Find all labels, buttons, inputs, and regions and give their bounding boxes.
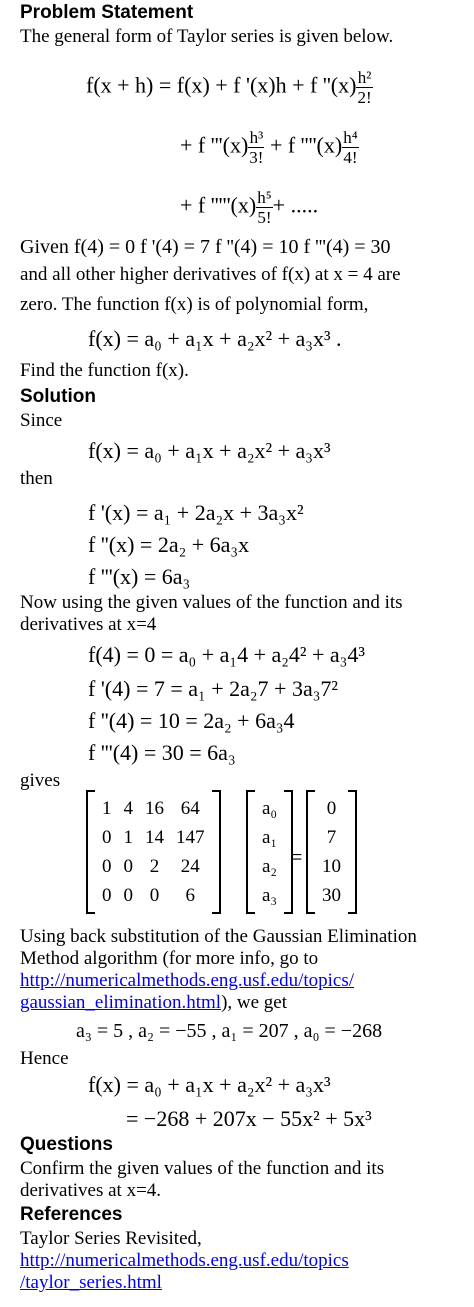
final-function-form: f(x) = a₀ + a₁x + a₂x² + a₃x³ (88, 1072, 331, 1097)
find-function: Find the function f(x). (20, 360, 189, 381)
reference-title: Taylor Series Revisited, (20, 1228, 202, 1249)
matrix-cell: 10 (322, 855, 341, 877)
given-values: Given f(4) = 0 f '(4) = 7 f ''(4) = 10 f '''(4) = 30 (20, 236, 391, 258)
given-line-3: zero. The function f(x) is of polynomial form, (20, 294, 369, 315)
coefficient-matrix (86, 790, 221, 914)
gives-label: gives (20, 770, 61, 791)
matrix-cell: 6 (185, 884, 195, 906)
gaussian-elimination-link-part-1[interactable]: http://numericalmethods.eng.usf.edu/topics/ (20, 970, 355, 991)
matrix-cell: a₀ (262, 797, 278, 819)
rhs-vector (306, 790, 357, 914)
taylor-series-link-part-1[interactable]: http://numericalmethods.eng.usf.edu/topics (20, 1250, 349, 1271)
matrix-cell: 30 (322, 884, 341, 906)
matrix-cell: 0 (123, 855, 133, 877)
equation-f2-4: f ''(4) = 10 = 2a₂ + 6a₃4 (88, 708, 295, 733)
questions-line-1: Confirm the given values of the function and its (20, 1158, 385, 1179)
hence-label: Hence (20, 1048, 69, 1069)
matrix-cell: 0 (102, 855, 112, 877)
fraction-h5-over-5: $\frac{\text{h⁵}}{5!}$ (257, 188, 272, 227)
matrix-cell: 1 (123, 826, 133, 848)
equation-f4: f(4) = 0 = a₀ + a₁4 + a₂4² + a₃4³ (88, 642, 365, 667)
matrix-cell: 147 (176, 826, 205, 848)
now-using-line-1: Now using the given values of the function and its (20, 592, 403, 613)
final-function-result: = −268 + 207x − 55x² + 5x³ (126, 1106, 372, 1131)
fraction-h4-over-4: $\frac{\text{h⁴}}{4!}$ (343, 128, 358, 167)
back-substitution-line-2: Method algorithm (for more info, go to (20, 948, 319, 969)
gaussian-elimination-link-part-2[interactable]: gaussian_elimination.html (20, 992, 222, 1013)
gaussian-link-line-2 (20, 992, 287, 1014)
matrix-equals-sign: = (290, 844, 303, 869)
reference-link-line-1 (20, 1250, 349, 1272)
equation-f3-4: f '''(4) = 30 = 6a₃ (88, 740, 236, 765)
unknowns-vector (246, 790, 293, 914)
we-get-text: ), we get (221, 992, 288, 1013)
given-line-2: and all other higher derivatives of f(x) at x = 4 are (20, 264, 401, 285)
solution-heading: Solution (20, 386, 96, 407)
equation-f1-4: f '(4) = 7 = a₁ + 2a₂7 + 3a₃7² (88, 676, 338, 701)
fraction-h2-over-2: $\frac{\text{h²}}{2!}$ (357, 68, 372, 107)
matrix-cell: 1 (102, 797, 112, 819)
matrix-cell: 16 (145, 797, 164, 819)
matrix-cell: 7 (326, 826, 337, 848)
references-heading: References (20, 1204, 123, 1225)
then-label: then (20, 468, 53, 489)
questions-line-2: derivatives at x=4. (20, 1180, 162, 1201)
matrix-cell: a₃ (262, 884, 278, 906)
solution-polynomial: f(x) = a₀ + a₁x + a₂x² + a₃x³ (88, 438, 331, 463)
now-using-line-2: derivatives at x=4 (20, 614, 157, 635)
matrix-cell: 0 (326, 797, 337, 819)
matrix-cell: 0 (123, 884, 133, 906)
third-derivative: f '''(x) = 6a₃ (88, 564, 191, 589)
questions-heading: Questions (20, 1134, 113, 1155)
matrix-cell: a₁ (262, 826, 278, 848)
matrix-cell: 24 (180, 855, 200, 877)
taylor-series-line-1 (86, 68, 373, 107)
coefficient-results: a₃ = 5 , a₂ = −55 , a₁ = 207 , a₀ = −268 (76, 1020, 383, 1042)
matrix-cell: 0 (102, 884, 112, 906)
matrix-cell: 0 (149, 884, 160, 906)
since-label: Since (20, 410, 63, 431)
matrix-cell: 4 (123, 797, 133, 819)
taylor-line1-terms: f(x + h) = f(x) + f '(x)h + f ''(x) (86, 72, 357, 98)
second-derivative: f ''(x) = 2a₂ + 6a₃x (88, 532, 250, 557)
fraction-h3-over-3: $\frac{\text{h³}}{3!}$ (249, 128, 264, 167)
matrix-cell: 64 (180, 797, 200, 819)
matrix-cell: 0 (102, 826, 112, 848)
taylor-series-line-2: + f '''(x) $\frac{\text{h³}}{3!}$ + f ''''(x) $\frac{\text{h⁴}}{4!}$ (180, 128, 358, 167)
back-substitution-line-1: Using back substitution of the Gaussian Elimination (20, 926, 417, 947)
gaussian-link-line-1 (20, 970, 354, 992)
matrix-cell: 2 (149, 855, 160, 877)
taylor-series-link-part-2[interactable]: /taylor_series.html (20, 1272, 162, 1293)
polynomial-form: f(x) = a₀ + a₁x + a₂x² + a₃x³ . (88, 326, 342, 351)
problem-statement-heading: Problem Statement (20, 2, 194, 23)
matrix-cell: 14 (145, 826, 164, 848)
matrix-cell: a₂ (262, 855, 278, 877)
first-derivative: f '(x) = a₁ + 2a₂x + 3a₃x² (88, 500, 304, 525)
problem-intro: The general form of Taylor series is given below. (20, 26, 394, 47)
taylor-series-line-3: + f '''''(x) $\frac{\text{h⁵}}{5!}$ + ..... (180, 188, 319, 227)
reference-link-line-2 (20, 1272, 162, 1294)
